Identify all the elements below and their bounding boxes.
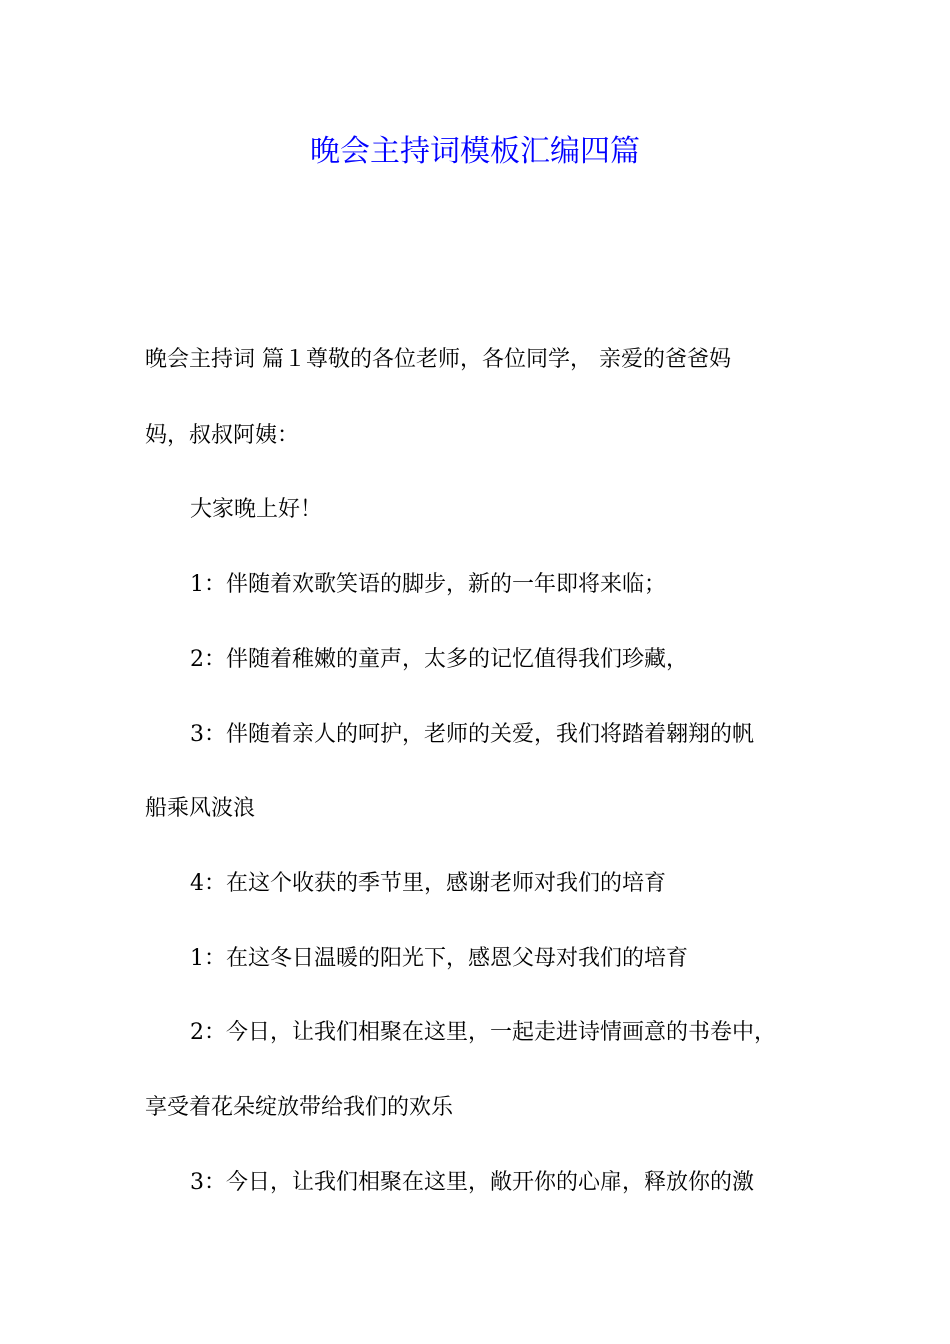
paragraph-line-10: 2：今日，让我们相聚在这里，一起走进诗情画意的书卷中， xyxy=(190,1020,776,1045)
paragraph-line-8: 4：在这个收获的季节里，感谢老师对我们的培育 xyxy=(190,871,666,896)
paragraph-line-1: 晚会主持词 篇１尊敬的各位老师，各位同学， 亲爱的爸爸妈 xyxy=(145,347,731,372)
paragraph-line-2: 妈，叔叔阿姨： xyxy=(145,423,300,448)
paragraph-line-7: 船乘风波浪 xyxy=(145,796,256,821)
document-title: 晚会主持词模板汇编四篇 xyxy=(310,134,640,169)
paragraph-line-9: 1：在这冬日温暖的阳光下，感恩父母对我们的培育 xyxy=(190,946,688,971)
paragraph-line-4: 1：伴随着欢歌笑语的脚步，新的一年即将来临； xyxy=(190,572,666,597)
paragraph-line-6: 3：伴随着亲人的呵护，老师的关爱，我们将踏着翱翔的帆 xyxy=(190,722,754,747)
paragraph-line-12: 3：今日，让我们相聚在这里，敞开你的心扉，释放你的激 xyxy=(190,1170,754,1195)
paragraph-line-3: 大家晚上好！ xyxy=(190,497,323,522)
paragraph-line-11: 享受着花朵绽放带给我们的欢乐 xyxy=(145,1095,454,1120)
paragraph-line-5: 2：伴随着稚嫩的童声，太多的记忆值得我们珍藏， xyxy=(190,647,688,672)
